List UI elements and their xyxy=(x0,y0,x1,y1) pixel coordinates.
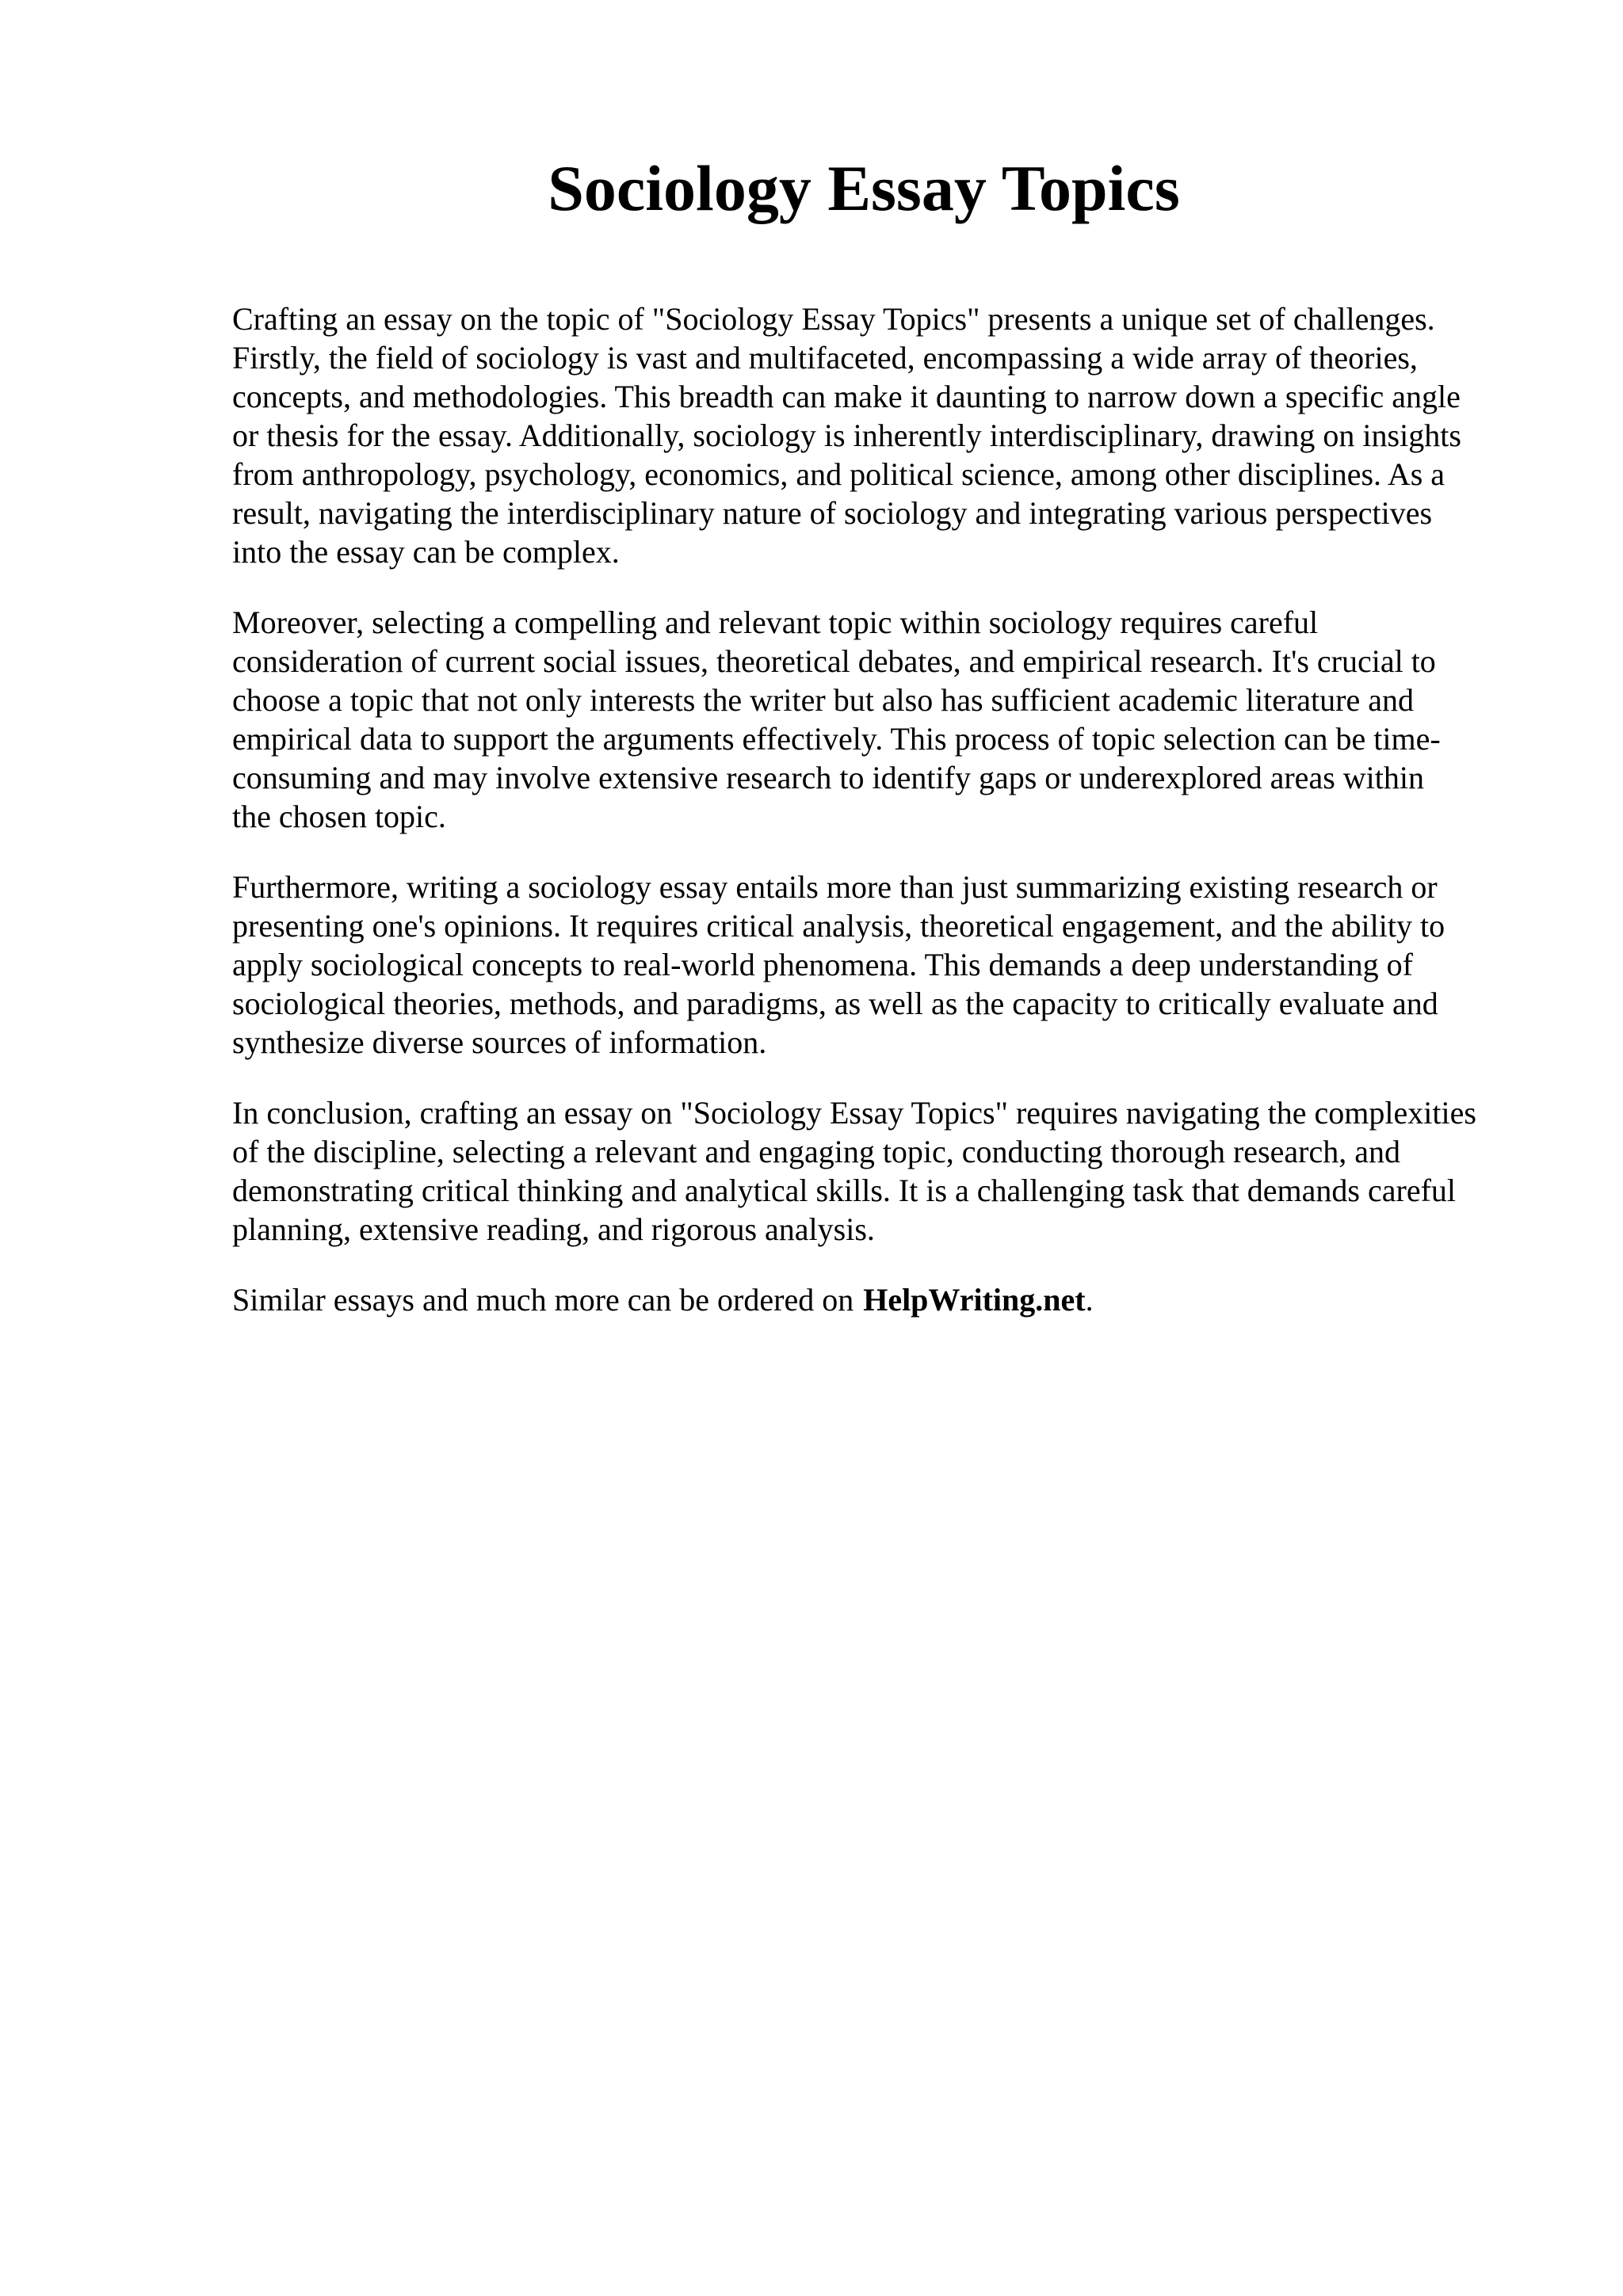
paragraph-1 xyxy=(232,299,1532,571)
paragraph-line: planning, extensive reading, and rigorous analysis. xyxy=(232,1211,875,1247)
page-title: Sociology Essay Topics xyxy=(548,152,1180,224)
paragraph-line: Moreover, selecting a compelling and relevant topic within sociology requires careful xyxy=(232,605,1319,640)
paragraph-line: Firstly, the field of sociology is vast and multifaceted, encompassing a wide array of theories, xyxy=(232,340,1418,376)
paragraph-line: concepts, and methodologies. This breadth can make it daunting to narrow down a specific angle xyxy=(232,379,1461,414)
footer-note xyxy=(232,1280,1532,1319)
footer-prefix: Similar essays and much more can be ordered on xyxy=(232,1282,854,1318)
paragraph-3 xyxy=(232,868,1532,1062)
paragraph-line: or thesis for the essay. Additionally, sociology is inherently interdisciplinary, drawing on insights xyxy=(232,418,1461,453)
paragraph-line: into the essay can be complex. xyxy=(232,534,620,570)
paragraph-line: sociological theories, methods, and paradigms, as well as the capacity to critically evaluate and xyxy=(232,986,1438,1021)
paragraph-line: demonstrating critical thinking and analytical skills. It is a challenging task that demands careful xyxy=(232,1173,1457,1208)
essay-body xyxy=(232,299,1532,1319)
paragraph-line: synthesize diverse sources of information. xyxy=(232,1024,767,1060)
paragraph-line: empirical data to support the arguments effectively. This process of topic selection can be time- xyxy=(232,721,1441,757)
paragraph-line: result, navigating the interdisciplinary nature of sociology and integrating various perspectives xyxy=(232,495,1433,531)
brand-link[interactable]: HelpWriting.net xyxy=(863,1282,1086,1318)
paragraph-line: Furthermore, writing a sociology essay entails more than just summarizing existing research or xyxy=(232,869,1438,905)
paragraph-line: Crafting an essay on the topic of "Sociology Essay Topics" presents a unique set of challenges. xyxy=(232,301,1435,337)
paragraph-line: consideration of current social issues, theoretical debates, and empirical research. It's crucial to xyxy=(232,643,1436,679)
paragraph-4 xyxy=(232,1093,1532,1249)
paragraph-line: the chosen topic. xyxy=(232,799,446,834)
paragraph-line: apply sociological concepts to real-world phenomena. This demands a deep understanding of xyxy=(232,947,1413,982)
paragraph-line: In conclusion, crafting an essay on "Sociology Essay Topics" requires navigating the complexities xyxy=(232,1095,1476,1131)
paragraph-line: of the discipline, selecting a relevant and engaging topic, conducting thorough research, and xyxy=(232,1134,1400,1169)
paragraph-line: from anthropology, psychology, economics, and political science, among other disciplines. As a xyxy=(232,456,1445,492)
paragraph-line: presenting one's opinions. It requires critical analysis, theoretical engagement, and the ability to xyxy=(232,908,1445,944)
paragraph-2 xyxy=(232,603,1532,836)
footer-suffix: . xyxy=(1085,1282,1094,1318)
paragraph-line: choose a topic that not only interests the writer but also has sufficient academic literature and xyxy=(232,682,1414,718)
paragraph-line: consuming and may involve extensive research to identify gaps or underexplored areas within xyxy=(232,760,1424,795)
